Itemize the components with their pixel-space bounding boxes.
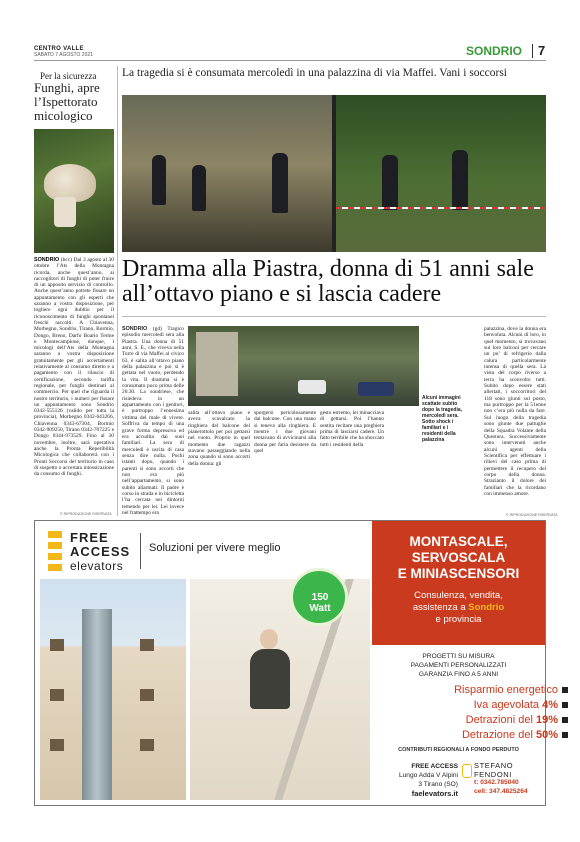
publication-name: CENTRO VALLE [34,46,84,52]
ad-feature [454,684,568,696]
person-figure [152,155,166,205]
man-on-stairlift [250,649,290,709]
window [140,739,154,751]
sidebar-kicker: Per la sicurezza [40,71,97,81]
ad-website: faelevators.it [411,789,458,798]
ad-address-2: 3 Tirano (SO) [418,781,458,788]
square-bullet-icon [562,687,568,693]
story-credit: © RIPRODUZIONE RISERVATA [506,513,558,517]
ad-benefit: GARANZIA FINO A 5 ANNI [418,671,499,678]
sidebar-title: Funghi, apre l’Ispettorato micologico [34,80,100,123]
ad-person-contact [474,762,544,796]
ad-feature [474,699,568,711]
ad-photo-building [40,579,186,800]
story-column-1 [122,326,184,516]
ad-sub-2-prefix: assistenza a [412,602,469,613]
masthead [34,46,93,58]
ad-company-name: FREE ACCESS [411,763,458,770]
external-lift [82,609,112,800]
ad-benefits-list [372,652,545,679]
person-figure [192,165,206,211]
story-kicker: La tragedia si è consumata mercoledì in una palazzina di via Maffei. Vani i soccorsi [122,67,508,79]
window [140,689,154,701]
square-bullet-icon [562,732,568,738]
ad-sub-2-city: Sondrio [468,602,505,613]
person-figure [272,153,288,213]
mushroom-stem [54,197,76,227]
ad-contributions: CONTRIBUTI REGIONALI A FONDO PERDUTO [398,747,519,753]
header-divider [532,44,533,58]
story-text-1: Tragico episodio mercoledì sera alla Piastra. Una donna di 51 anni, S. E., che viveva nella Torre di via Maffei al civico 63, è salita all’ottavo piano della palazzina e poi si è gettata nel vuoto, perdendo la vita. Il dramma si è consumato poco prima delle 20.30. La sondriese, che risiedeva in un appartamento con i genitori, è purtroppo l’ennesima vittima del male di vivere. Soffriva da tempo di una grave forma depressiva ed era accudita dai suoi familiari. La sera di mercoledì è uscita di casa senza dire nulla. Pochi istanti dopo, quando i parenti si sono accorti che non era più nell’appartamento, si sono subito allarmati. Il padre è corso in strada e in bicicletta l’ha cercata nei dintorni temendo per lei. Lei invece nel frattempo era [122,326,184,516]
sidebar-body-text: Dal 3 agosto al 30 ottobre l’Ats della Montagna ricorda, anche quest’anno, ai raccoglitori di funghi di poter fruire di un apposito servizio di controllo. Anche quest’anno potrete fissare un appuntamento con gli esperti che saranno a vostra disposizione, per togliere ogni dubbio per il riconoscimento di funghi spontanei freschi raccolti. A Chiavenna, Morbegno, Sondrio, Tirano, Bormio, Dongo, Breno, Darfo Boario Terme e Montecampione, dunque, i micologi dell’Ats della Montagna saranno a vostra disposizione gratuitamente per gli accertamenti relativamente al consumo diretto e a pagamento con il rilascio di certificazione, secondo tariffa regionale, per funghi destinati al commercio. Per quel che riguarda il nostro territorio, i numeri per fissare un appuntamento sono Sondrio 0342-555126 (valido per tutta la provincia), Morbegno 0342-643266, Chiavenna 0343-67304, Bormio 0342-909250, Tirano 0342-707225 e Dongo 0344-973529. Fino al 30 novembre, inoltre, sarà operativa anche la Pronta Reperibilità Micologica che collaborerà con i Pronti Soccorsi del territorio in caso di sospetto o accertata intossicazione da consumo di funghi. [34,257,114,478]
energy-badge-text: 150 Watt [309,592,331,614]
ad-feature-text: Risparmio energetico [454,684,558,696]
ad-company-contact [376,762,458,798]
ad-divider [140,533,141,569]
story-column-3: sporgersi pericolosamente dal balcone. Con una mano si teneva alla ringhiera. E mentre i due giovani tentavano di avvicinarsi alla donna per farla desistere da quel [254,410,316,455]
headline-rule [122,316,546,317]
window [50,639,64,651]
ad-brand-line2: ACCESS [70,544,131,559]
sidebar-body [34,257,114,477]
ad-feature [462,729,568,741]
story-author-ref: (gd) [152,326,162,332]
ad-brand-line1: FREE [70,530,109,545]
square-bullet-icon [562,702,568,708]
page-number: 7 [538,43,546,58]
ad-benefit: PROGETTI SU MISURA [422,653,495,660]
contact-cell: cell: 347.4825264 [474,787,528,795]
story-headline: Dramma alla Piastra, donna di 51 anni sale all’ottavo piano e si lascia cadere [122,256,534,307]
ad-feature-value: 19% [535,714,558,726]
ad-sub-3: e provincia [435,614,482,625]
man-head [260,629,278,649]
ad-feature-value: 50% [535,729,558,741]
story-dateline: SONDRIO [122,326,148,332]
van [298,380,326,394]
logo-bars-icon [48,531,62,573]
ad-sub-1: Consulenza, vendita, [414,590,503,601]
ad-headline-3: E MINIASCENSORI [397,566,520,581]
section-name: SONDRIO [466,44,523,58]
police-tape [336,207,546,209]
sidebar-dateline: SONDRIO [34,257,60,263]
story-column-2: salita all’ottavo piano e aveva scavalcato la ringhiera del balcone del pianerottolo per poi gettarsi nel vuoto. Proprio in quel momento due ragazzi stavano passeggiando nella zona quando si sono accorti della donna: gli [188,410,250,467]
ad-feature-text: Iva agevolata [473,699,543,711]
mushroom-photo [34,129,114,253]
ad-headline-1: MONTASCALE, [409,534,508,549]
police-car [358,382,394,396]
contact-last-name: FENDONI [474,769,512,779]
person-figure [452,150,468,210]
sidebar-credit: © RIPRODUZIONE RISERVATA [60,512,112,516]
ad-feature-text: Detrazioni del [465,714,536,726]
window [50,739,64,751]
story-photo-mid [188,326,419,406]
ad-headline-2: SERVOSCALA [411,550,506,565]
ad-feature-value: 4% [542,699,558,711]
contact-first-name: STEFANO [474,761,514,770]
story-photo-top [122,95,546,252]
column-divider [117,66,118,516]
photo-night-scene-right [336,95,546,252]
story-column-5: palazzina, dove la donna era benvoluta. Alcuni di loro, in quel momento, si trovavano sui loro balconi per cercare un po’ di refrigerio dalla calura particolarmente intensa di quella sera. La vista del corpo riverso a terra ha sconvolto tutti. Subito dopo essere stati allertati, i soccorritori del 118 sono giunti sul posto, ma purtroppo per la 51enne non c’era più nulla da fare. Sul luogo della tragedia sono giunte due pattuglie della Squadra Volante della Questura. Successivamente sono intervenuti anche alcuni agenti della Scientifica per effettuare i rilievi del caso prima di permettere il recupero del corpo della donna. Strazianto il dolore dei familiari che la ricordano con immenso amore. [484,326,546,497]
ad-sub-2 [372,602,545,613]
ad-tagline: Soluzioni per vivere meglio [149,542,281,554]
contact-phone: t: 0342.785040 [474,779,519,786]
story-column-4: gesto estremo, lei minacciava di gettarsi. Poi l’hanno sentita recitare una preghiera prima di lasciarsi cadere. Un fatto terribile che ha shoccato tutti i residenti della [320,410,384,448]
ad-brand-line3: elevators [70,559,124,573]
photo-caption: Alcuni immagini scattate subito dopo la tragedia, mercoledì sera. Sotto shock i familiari e i residenti della palazzina [422,395,463,443]
ad-feature [466,714,568,726]
issue-date: SABATO 7 AGOSTO 2021 [34,52,93,58]
window [50,689,64,701]
sidebar-author-ref: (bcc) [60,257,72,263]
window [140,639,154,651]
building [196,332,238,396]
ad-benefit: PAGAMENTI PERSONALIZZATI [410,662,507,669]
ad-address-1: Lungo Adda V Alpini [398,772,458,779]
ad-feature-text: Detrazione del [461,729,536,741]
header-rule [34,60,546,61]
person-icon [462,764,472,778]
person-figure [382,155,398,210]
square-bullet-icon [562,717,568,723]
